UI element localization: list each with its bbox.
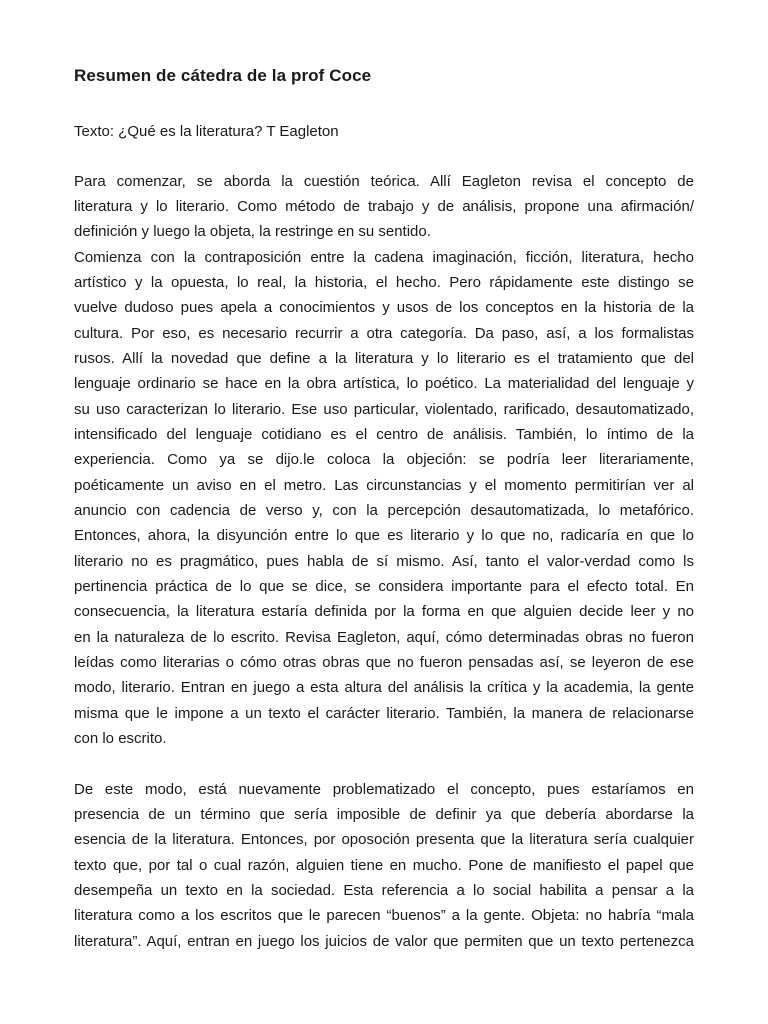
document-subtitle: Texto: ¿Qué es la literatura? T Eagleton	[74, 123, 339, 140]
paragraph-line: De este modo, está nuevamente problematizado el concepto, pues estaríamos en	[74, 781, 694, 798]
paragraph-line: consecuencia, la literatura estaría definida por la forma en que alguien decide leer y no	[74, 603, 694, 620]
paragraph-line: definición y luego la objeta, la restringe en su sentido.	[74, 223, 431, 240]
paragraph-line: rusos. Allí la novedad que define a la literatura y lo literario es el tratamiento que del	[74, 350, 694, 367]
paragraph-line: leídas como literarias o cómo otras obras que no fueron pensadas así, se leyeron de ese	[74, 654, 694, 671]
paragraph-line: intensificado del lenguaje cotidiano es el centro de análisis. También, lo íntimo de la	[74, 426, 694, 443]
paragraph-line: literatura”. Aquí, entran en juego los juicios de valor que permiten que un texto pertenezca	[74, 933, 694, 950]
paragraph-line: en la naturaleza de lo escrito. Revisa Eagleton, aquí, cómo determinadas obras no fueron	[74, 629, 694, 646]
paragraph-line: presencia de un término que sería imposible de definir ya que debería abordarse la	[74, 806, 694, 823]
paragraph-line: anuncio con cadencia de verso y, con la percepción desautomatizada, lo metafórico.	[74, 502, 694, 519]
paragraph-line: con lo escrito.	[74, 730, 167, 747]
paragraph-line: misma que le impone a un texto el carácter literario. También, la manera de relacionarse	[74, 705, 694, 722]
paragraph-line: modo, literario. Entran en juego a esta altura del análisis la crítica y la academia, la gente	[74, 679, 694, 696]
paragraph-line: desempeña un texto en la sociedad. Esta referencia a lo social habilita a pensar a la	[74, 882, 694, 899]
paragraph-line: literario no es pragmático, pues habla de sí mismo. Así, tanto el valor-verdad como ls	[74, 553, 694, 570]
paragraph-line: Para comenzar, se aborda la cuestión teórica. Allí Eagleton revisa el concepto de	[74, 173, 694, 190]
paragraph-line: vuelve dudoso pues apela a conocimientos y usos de los conceptos en la historia de la	[74, 299, 694, 316]
paragraph-line: literatura como a los escritos que le parecen “buenos” a la gente. Objeta: no habría “mala	[74, 907, 694, 924]
paragraph-line: experiencia. Como ya se dijo.le coloca la objeción: se podría leer literariamente,	[74, 451, 694, 468]
paragraph-line: pertinencia práctica de lo que se dice, se considera importante para el efecto total. En	[74, 578, 694, 595]
paragraph-line: artístico y la opuesta, lo real, la historia, el hecho. Pero rápidamente este distingo se	[74, 274, 694, 291]
paragraph-line: esencia de la literatura. Entonces, por oposoción presenta que la literatura sería cualquier	[74, 831, 694, 848]
paragraph-line: Comienza con la contraposición entre la cadena imaginación, ficción, literatura, hecho	[74, 249, 694, 266]
paragraph-line: Entonces, ahora, la disyunción entre lo que es literario y lo que no, radicaría en que lo	[74, 527, 694, 544]
paragraph-line: lenguaje ordinario se hace en la obra artística, lo poético. La materialidad del lenguaje y	[74, 375, 694, 392]
paragraph-line: poéticamente un aviso en el metro. Las circunstancias y el momento permitirían ver al	[74, 477, 694, 494]
paragraph-line: cultura. Por eso, es necesario recurrir a otra categoría. Da paso, así, a los formalistas	[74, 325, 694, 342]
paragraph-line: literatura y lo literario. Como método de trabajo y de análisis, propone una afirmación/	[74, 198, 694, 215]
document-title: Resumen de cátedra de la prof Coce	[74, 66, 372, 85]
paragraph-line: su uso caracterizan lo literario. Ese uso particular, violentado, rarificado, desautomatizado,	[74, 401, 694, 418]
paragraph-line: texto que, por tal o cual razón, alguien tiene en mucho. Pone de manifiesto el papel que	[74, 857, 694, 874]
